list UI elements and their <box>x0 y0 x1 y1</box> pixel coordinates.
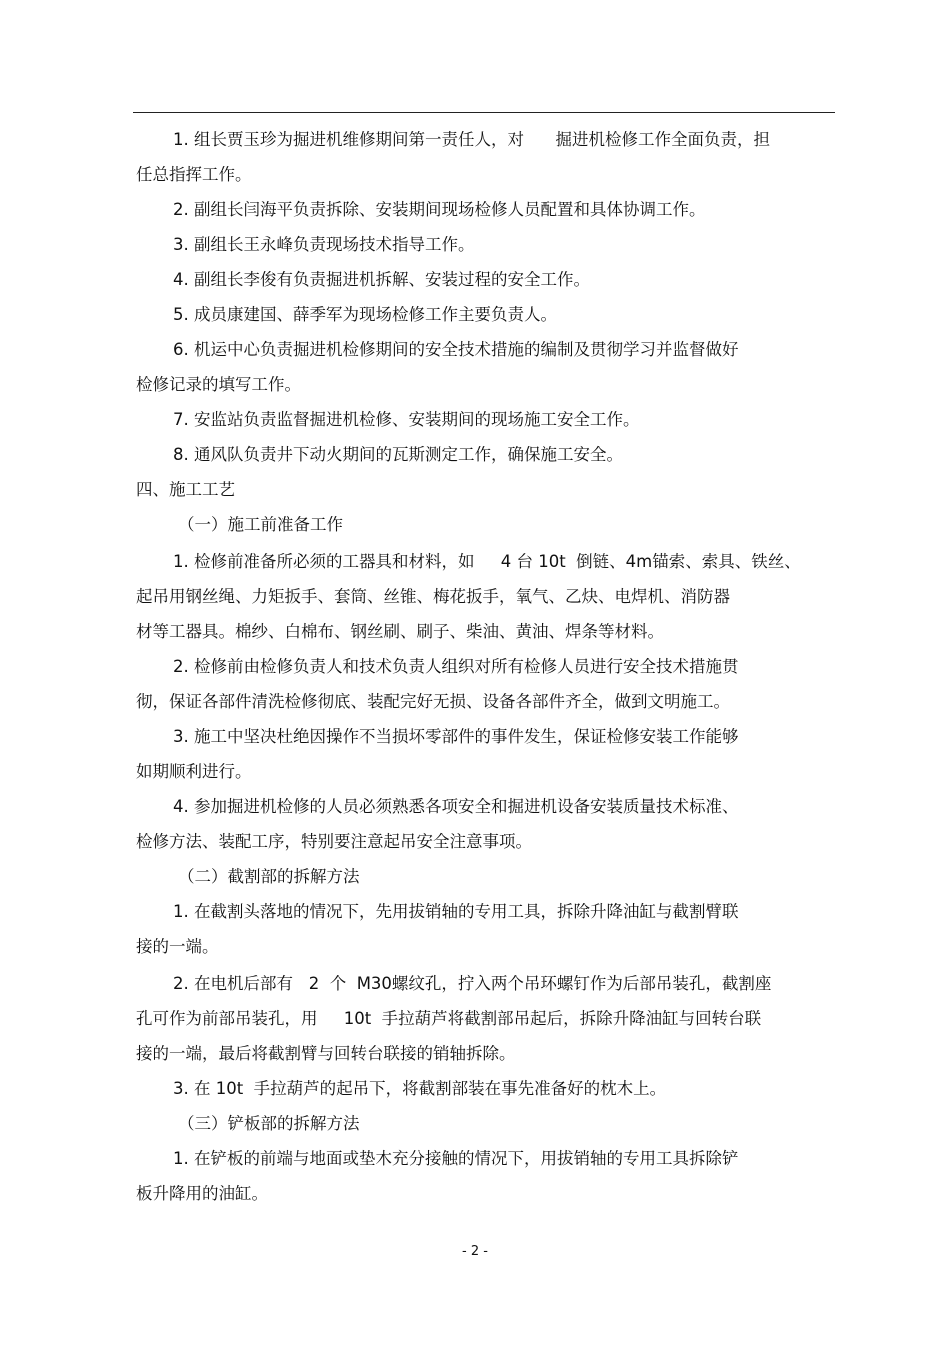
text-line: 7. 安监站负责监督掘进机检修、安装期间的现场施工安全工作。 <box>173 410 640 429</box>
text-line: 6. 机运中心负责掘进机检修期间的安全技术措施的编制及贯彻学习并监督做好 <box>173 340 739 359</box>
section-heading: 四、施工工艺 <box>136 480 235 499</box>
text-line: 任总指挥工作。 <box>136 165 252 184</box>
subsection-heading: （二）截割部的拆解方法 <box>178 867 360 886</box>
text-line: 1. 检修前准备所必须的工器具和材料，如 4 台 10t 倒链、4m锚索、索具、铁丝、 <box>173 552 801 571</box>
page-number: - 2 - <box>462 1244 488 1259</box>
text-line: 起吊用钢丝绳、力矩扳手、套筒、丝锥、梅花扳手，氧气、乙炔、电焊机、消防器 <box>136 587 730 606</box>
text-line: 4. 副组长李俊有负责掘进机拆解、安装过程的安全工作。 <box>173 270 590 289</box>
text-line: 检修方法、装配工序，特别要注意起吊安全注意事项。 <box>136 832 532 851</box>
text-line: 1. 在铲板的前端与地面或垫木充分接触的情况下，用拔销轴的专用工具拆除铲 <box>173 1149 739 1168</box>
text-line: 1. 在截割头落地的情况下，先用拔销轴的专用工具，拆除升降油缸与截割臂联 <box>173 902 739 921</box>
text-line: 2. 副组长闫海平负责拆除、安装期间现场检修人员配置和具体协调工作。 <box>173 200 706 219</box>
text-line: 1. 组长贾玉珍为掘进机维修期间第一责任人，对 掘进机检修工作全面负责，担 <box>173 130 770 149</box>
text-line: 2. 在电机后部有 2 个 M30螺纹孔，拧入两个吊环螺钉作为后部吊装孔，截割座 <box>173 974 772 993</box>
text-line: 如期顺利进行。 <box>136 762 252 781</box>
text-line: 彻，保证各部件清洗检修彻底、装配完好无损、设备各部件齐全，做到文明施工。 <box>136 692 730 711</box>
text-line: 检修记录的填写工作。 <box>136 375 301 394</box>
subsection-heading: （三）铲板部的拆解方法 <box>178 1114 360 1133</box>
header-rule <box>133 112 835 113</box>
text-line: 板升降用的油缸。 <box>136 1184 268 1203</box>
text-line: 接的一端，最后将截割臂与回转台联接的销轴拆除。 <box>136 1044 516 1063</box>
text-line: 材等工器具。棉纱、白棉布、钢丝刷、刷子、柴油、黄油、焊条等材料。 <box>136 622 664 641</box>
text-line: 接的一端。 <box>136 937 219 956</box>
text-line: 5. 成员康建国、薛季军为现场检修工作主要负责人。 <box>173 305 557 324</box>
text-line: 孔可作为前部吊装孔，用 10t 手拉葫芦将截割部吊起后，拆除升降油缸与回转台联 <box>136 1009 762 1028</box>
text-line: 2. 检修前由检修负责人和技术负责人组织对所有检修人员进行安全技术措施贯 <box>173 657 739 676</box>
text-line: 8. 通风队负责井下动火期间的瓦斯测定工作，确保施工安全。 <box>173 445 623 464</box>
text-line: 3. 施工中坚决杜绝因操作不当损坏零部件的事件发生，保证检修安装工作能够 <box>173 727 739 746</box>
text-line: 3. 在 10t 手拉葫芦的起吊下，将截割部装在事先准备好的枕木上。 <box>173 1079 667 1098</box>
text-line: 4. 参加掘进机检修的人员必须熟悉各项安全和掘进机设备安装质量技术标准、 <box>173 797 739 816</box>
text-line: 3. 副组长王永峰负责现场技术指导工作。 <box>173 235 475 254</box>
subsection-heading: （一）施工前准备工作 <box>178 515 343 534</box>
